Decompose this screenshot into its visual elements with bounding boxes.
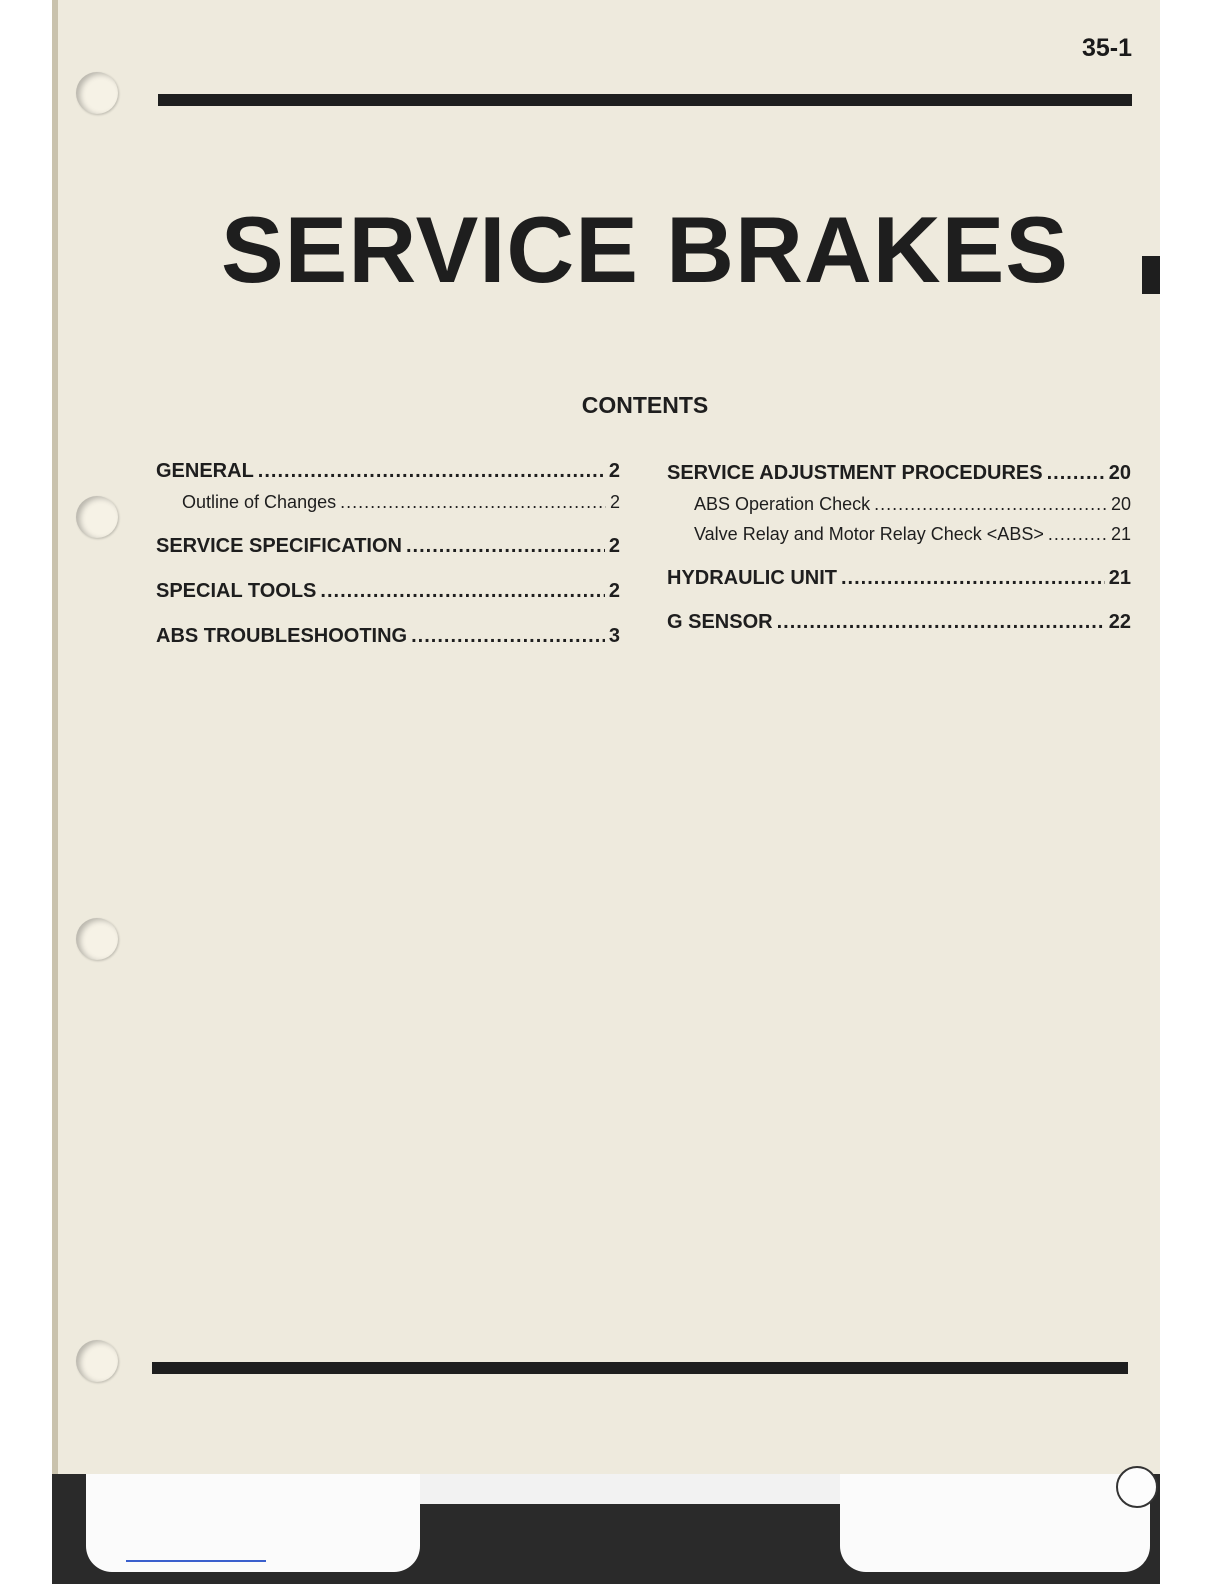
toc-entry[interactable] xyxy=(667,611,1131,634)
contents-heading: CONTENTS xyxy=(581,392,709,418)
toc-label: ABS TROUBLESHOOTING xyxy=(156,625,408,647)
toc-label: SERVICE ADJUSTMENT PROCEDURES xyxy=(667,462,1043,484)
toc-label: HYDRAULIC UNIT xyxy=(667,567,837,589)
toc-label: Outline of Changes xyxy=(182,492,337,512)
toc-page: 2 xyxy=(608,580,620,602)
binder-hole xyxy=(76,496,118,538)
toc-entry[interactable] xyxy=(694,494,1131,515)
toc-leader xyxy=(340,492,606,513)
toc-page: 3 xyxy=(608,625,620,647)
toc-entry[interactable] xyxy=(156,580,620,603)
scan-mark xyxy=(126,1560,266,1562)
toc-leader xyxy=(1048,524,1107,545)
toc-label: SPECIAL TOOLS xyxy=(156,580,317,602)
toc-label: SERVICE SPECIFICATION xyxy=(156,535,402,557)
toc-page: 2 xyxy=(608,535,620,557)
toc-label: Valve Relay and Motor Relay Check <ABS> xyxy=(694,524,1044,544)
binder-hole xyxy=(76,918,118,960)
toc-leader xyxy=(777,611,1105,634)
toc-page: 2 xyxy=(608,460,620,482)
toc-leader xyxy=(874,494,1107,515)
toc-page: 20 xyxy=(1108,462,1131,484)
toc-entry[interactable] xyxy=(156,535,620,558)
toc-entry[interactable] xyxy=(156,625,620,648)
toc-entry[interactable] xyxy=(667,567,1131,590)
index-tab xyxy=(86,1474,420,1572)
toc-page: 21 xyxy=(1108,567,1131,589)
bottom-rule xyxy=(152,1362,1128,1374)
toc-entry[interactable] xyxy=(182,492,620,513)
toc-page: 21 xyxy=(1110,524,1131,544)
toc-leader xyxy=(411,625,605,648)
index-marker-icon xyxy=(1116,1466,1158,1508)
toc-entry[interactable] xyxy=(667,462,1131,485)
index-tab xyxy=(840,1474,1150,1572)
binder-hole xyxy=(76,1340,118,1382)
toc-page: 2 xyxy=(609,492,620,512)
top-rule xyxy=(158,94,1132,106)
toc-label: ABS Operation Check xyxy=(694,494,871,514)
toc-page: 20 xyxy=(1110,494,1131,514)
page-title: SERVICE BRAKES xyxy=(220,197,1070,302)
binder-hole xyxy=(76,72,118,114)
toc-entry[interactable] xyxy=(156,460,620,483)
toc-leader xyxy=(320,580,604,603)
toc-page: 22 xyxy=(1108,611,1131,633)
toc-label: G SENSOR xyxy=(667,611,773,633)
toc-leader xyxy=(841,567,1105,590)
toc-leader xyxy=(406,535,605,558)
toc-entry[interactable] xyxy=(694,524,1131,545)
toc-leader xyxy=(1047,462,1105,485)
toc-label: GENERAL xyxy=(156,460,254,482)
index-tab xyxy=(420,1474,840,1504)
toc-leader xyxy=(258,460,605,483)
page-number: 35-1 xyxy=(1081,34,1132,62)
